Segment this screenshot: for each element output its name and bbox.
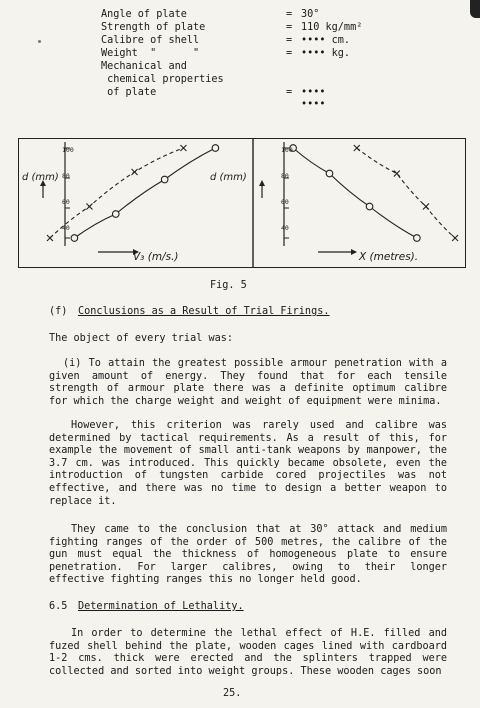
page-mark	[38, 40, 41, 43]
paragraph: (i) To attain the greatest possible armour penetration with a given amount of energy. They found that for each tensile strength of armour plate there was a definite optimum calibre for which the charge weight and weight of equipment were minima.	[49, 358, 447, 407]
section-title: Determination of Lethality.	[78, 601, 244, 612]
right-ytick: 100	[281, 146, 293, 154]
spec-equals: =	[286, 87, 293, 98]
spec-label: Weight " "	[101, 48, 200, 59]
paragraph: In order to determine the lethal effect of H.E. filled and fuzed shell behind the plate, wooden cages lined with cardboard 1-2 cms. thick were erected and the splinters trapped were collected and sorted into weight groups. These wooden cages soon	[49, 628, 447, 677]
left-xlabel: V₃ (m/s.)	[133, 251, 179, 263]
left-ytick: 60	[62, 198, 70, 206]
up-arrow-head	[259, 180, 265, 186]
spec-value: ••••	[301, 99, 326, 110]
data-point-cross	[132, 169, 138, 175]
figure-5	[18, 138, 466, 268]
left-ytick: 100	[62, 146, 74, 154]
left-ytick: 40	[62, 224, 70, 232]
spec-value: 110 kg/mm²	[301, 22, 363, 33]
spec-value: ••••	[301, 87, 326, 98]
paragraph: However, this criterion was rarely used and calibre was determined by tactical requirements. As a result of this, for example the movement of small anti-tank weapons by manpower, the 3.7 cm. was introduced. This quickly became obsolete, even the introduction of tungsten carbide cored projectiles was not effective, and there was no time to design a better weapon to replace it.	[49, 420, 447, 507]
right-ytick: 40	[281, 224, 289, 232]
data-point-cross	[180, 145, 186, 151]
series-line	[357, 148, 455, 238]
right-ylabel: d (mm)	[210, 172, 247, 183]
data-point-cross	[452, 235, 458, 241]
spec-equals: =	[286, 35, 293, 46]
spec-label: chemical properties	[101, 74, 224, 85]
data-point-circle	[112, 211, 119, 218]
left-ytick: 80	[62, 172, 70, 180]
figure-caption: Fig. 5	[210, 280, 247, 291]
data-point-cross	[86, 204, 92, 210]
paragraph: They came to the conclusion that at 30° attack and medium fighting ranges of the order of 500 metres, the calibre of the gun must equal the thickness of homogeneous plate to ensure penetration. For larger calibres, owing to their longer effective fighting ranges this no longer held good.	[49, 524, 447, 586]
data-point-cross	[47, 235, 53, 241]
page-number: 25.	[223, 688, 242, 699]
spec-value: •••• cm.	[301, 35, 351, 46]
spec-equals: =	[286, 22, 293, 33]
spec-value: •••• kg.	[301, 48, 351, 59]
paragraph: The object of every trial was:	[49, 333, 234, 344]
x-arrow-head	[351, 249, 357, 255]
spec-equals: =	[286, 9, 293, 20]
data-point-circle	[326, 170, 333, 177]
data-point-circle	[414, 235, 421, 242]
left-ylabel: d (mm)	[22, 172, 59, 183]
data-point-circle	[161, 176, 168, 183]
spec-value: 30°	[301, 9, 320, 20]
spec-label: of plate	[101, 87, 157, 98]
section-title: Conclusions as a Result of Trial Firings.	[78, 306, 330, 317]
right-xlabel: X (metres).	[359, 251, 419, 263]
section-number: (f)	[49, 306, 68, 317]
series-line	[293, 148, 417, 238]
data-point-circle	[71, 235, 78, 242]
section-number: 6.5	[49, 601, 68, 612]
right-ytick: 60	[281, 198, 289, 206]
right-ytick: 80	[281, 172, 289, 180]
series-line	[74, 148, 215, 238]
spec-label: Angle of plate	[101, 9, 187, 20]
page-mark	[470, 0, 480, 18]
spec-label: Mechanical and	[101, 61, 187, 72]
spec-label: Strength of plate	[101, 22, 206, 33]
data-point-circle	[366, 203, 373, 210]
spec-equals: =	[286, 48, 293, 59]
spec-label: Calibre of shell	[101, 35, 200, 46]
data-point-cross	[354, 145, 360, 151]
data-point-cross	[394, 171, 400, 177]
data-point-cross	[423, 204, 429, 210]
data-point-circle	[212, 145, 219, 152]
